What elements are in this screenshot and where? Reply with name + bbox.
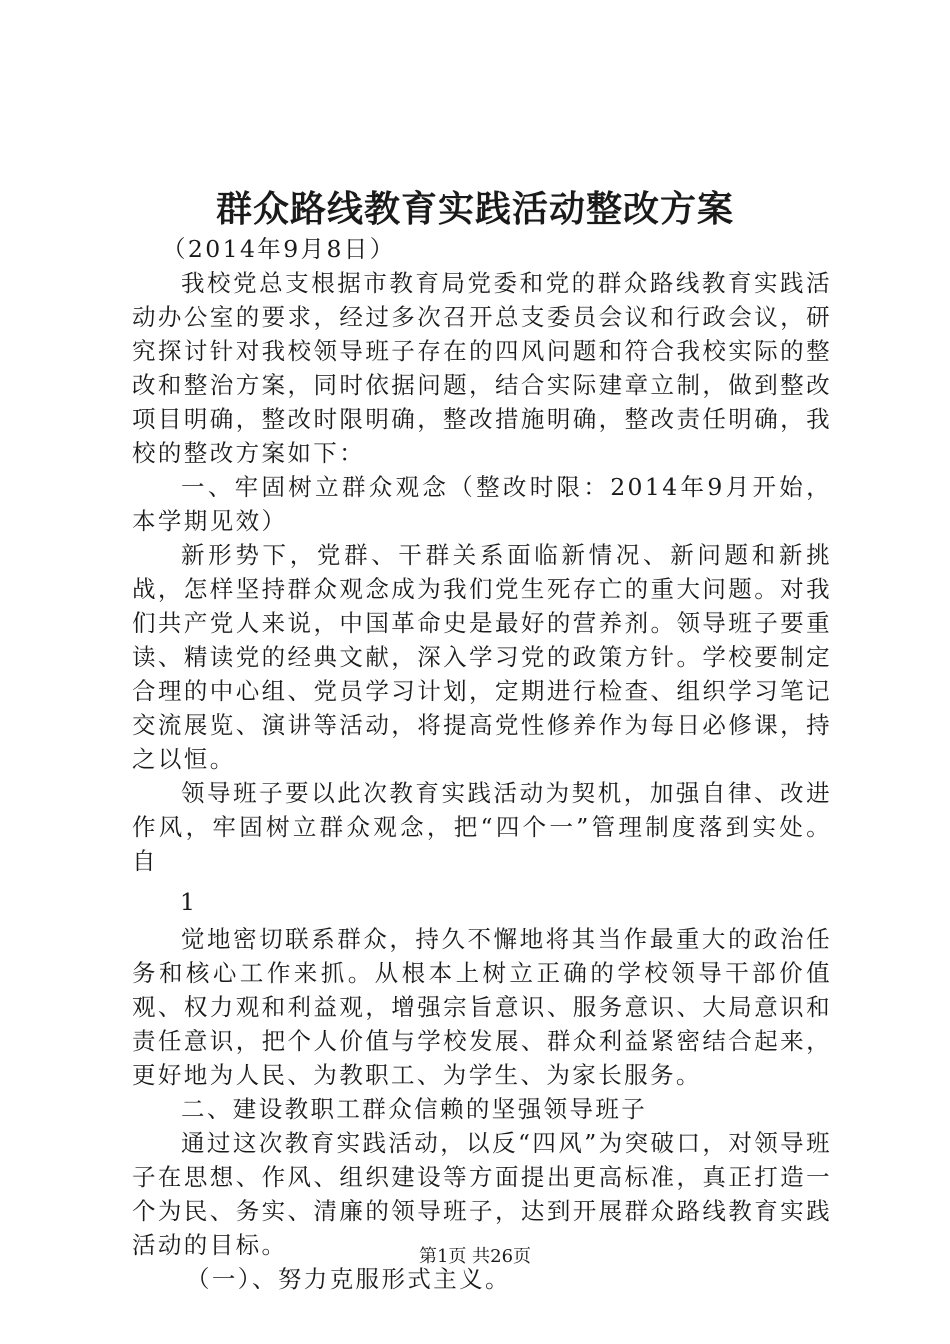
section-1-paragraph-3: 觉地密切联系群众，持久不懈地将其当作最重大的政治任务和核心工作来抓。从根本上树立正确的学校领导干部价值观、权力观和利益观，增强宗旨意识、服务意识、大局意识和责任意识，把个人价值与学校发展、群众利益紧密结合起来，更好地为人民、为教职工、为学生、为家长服务。 bbox=[132, 925, 832, 1089]
page-footer: 第1页 共26页 bbox=[418, 1246, 532, 1267]
section-1-paragraph-2: 领导班子要以此次教育实践活动为契机，加强自律、改进作风，牢固树立群众观念，把“四个一”管理制度落到实处。自 bbox=[132, 779, 832, 875]
page-number-marker: 1 bbox=[180, 888, 198, 916]
section-2-paragraph-1: 通过这次教育实践活动，以反“四风”为突破口，对领导班子在思想、作风、组织建设等方面提出更高标准，真正打造一个为民、务实、清廉的领导班子，达到开展群众路线教育实践活动的目标。 bbox=[132, 1129, 832, 1259]
document-body bbox=[132, 232, 832, 1296]
document-date: （2014年9月8日） bbox=[162, 235, 396, 263]
subsection-1-heading: （一）、努力克服形式主义。 bbox=[186, 1265, 511, 1293]
section-1-paragraph-1: 新形势下，党群、干群关系面临新情况、新问题和新挑战，怎样坚持群众观念成为我们党生死存亡的重大问题。对我们共产党人来说，中国革命史是最好的营养剂。领导班子要重读、精读党的经典文献，深入学习党的政策方针。学校要制定合理的中心组、党员学习计划，定期进行检查、组织学习笔记交流展览、演讲等活动，将提高党性修养作为每日必修课，持之以恒。 bbox=[132, 541, 832, 773]
section-2-heading: 二、建设教职工群众信赖的坚强领导班子 bbox=[181, 1095, 648, 1123]
section-1-heading: 一、牢固树立群众观念（整改时限：2014年9月开始，本学期见效） bbox=[132, 473, 833, 535]
intro-paragraph: 我校党总支根据市教育局党委和党的群众路线教育实践活动办公室的要求，经过多次召开总支委员会议和行政会议，研究探讨针对我校领导班子存在的四风问题和符合我校实际的整改和整治方案，同时依据问题，结合实际建章立制，做到整改项目明确，整改时限明确，整改措施明确，整改责任明确，我校的整改方案如下： bbox=[132, 269, 832, 467]
document-title: 群众路线教育实践活动整改方案 bbox=[215, 188, 734, 230]
